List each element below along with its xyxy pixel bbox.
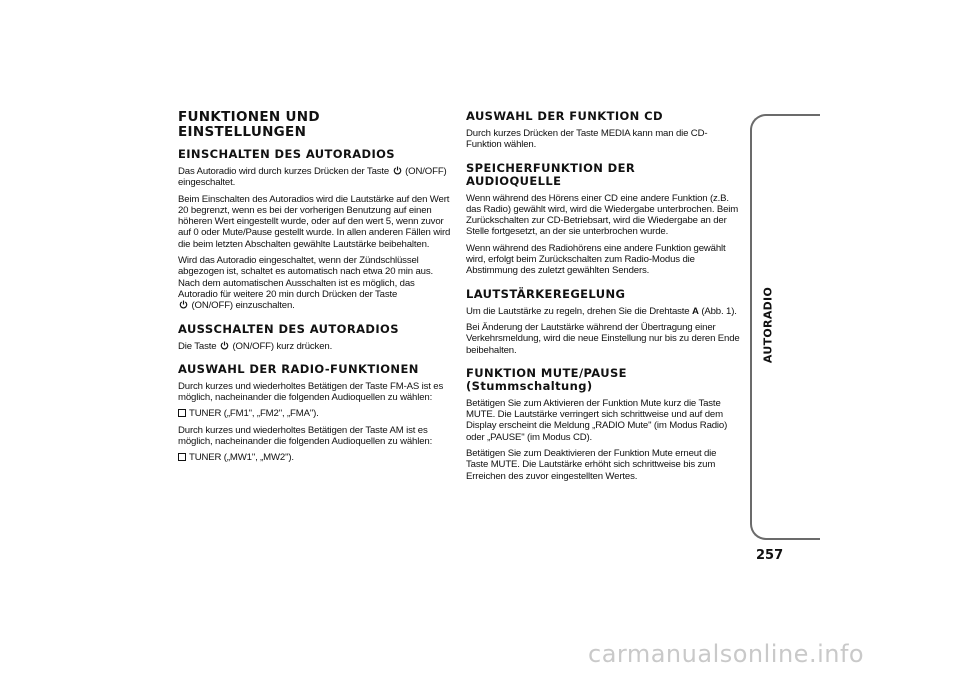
right-column (466, 110, 740, 487)
paragraph-ausschalten (178, 341, 452, 352)
paragraph-lautstaerke-2: Bei Änderung der Lautstärke während der Übertragung einer Verkehrsmeldung, wird die neue Einstellung nur bis zu deren Ende beibehalten. (466, 321, 740, 356)
paragraph-radio-1: Durch kurzes und wiederholtes Betätigen der Taste FM-AS ist es möglich, nacheinander die folgenden Audioquellen zu wählen: (178, 380, 444, 404)
knob-key-label: A (692, 305, 699, 317)
bullet-text-fm: TUNER („FM1", „FM2", „FMA"). (189, 408, 319, 420)
power-icon (393, 166, 402, 175)
paragraph-radio-2: Durch kurzes und wiederholtes Betätigen der Taste AM ist es möglich, nacheinander die folgenden Audioquellen zu wählen: (178, 424, 433, 448)
paragraph-speicher-1: Wenn während des Hörens einer CD eine andere Funktion (z.B. das Radio) gewählt wird, wird die Wiedergabe unterbrochen. Beim Zurückschalten zur CD-Betriebsart, wird die Wiedergabe an der Stelle fortgesetzt, an der sie unterbrochen wurde. (466, 192, 739, 238)
left-column (178, 110, 452, 469)
heading-einschalten: EINSCHALTEN DES AUTORADIOS (178, 147, 395, 161)
checkbox-bullet-icon (178, 453, 186, 461)
bullet-text-mw: TUNER („MW1", „MW2"). (189, 452, 294, 464)
page-number: 257 (756, 548, 784, 563)
paragraph-einschalten-2: Beim Einschalten des Autoradios wird die Lautstärke auf den Wert 20 begrenzt, wenn es bei der vorherigen Benutzung auf einen höheren Wert eingestellt wurde, oder auf den wert 5, wenn zuvor auf 0 oder Mute/Pause gestellt wurde. In allen anderen Fällen wird die beim letzten Abschalten gewählte Lautstärke beibehalten. (178, 193, 451, 250)
paragraph-einschalten-1 (178, 166, 452, 189)
text-ausschalten-a: Die Taste (178, 340, 217, 352)
text-einschalten-3a: Wird das Autoradio eingeschaltet, wenn der Zündschlüssel abgezogen ist, schaltet es automatisch nach etwa 20 min aus. Nach dem automatischen Ausschalten ist es möglich, das Autoradio für weitere 20 min durch Drücken der Taste (178, 255, 433, 300)
heading-radio-funktionen: AUSWAHL DER RADIO-FUNKTIONEN (178, 361, 419, 376)
heading-funktion-cd: AUSWAHL DER FUNKTION CD (466, 109, 663, 123)
text-ausschalten-b: (ON/OFF) kurz drücken. (232, 340, 333, 352)
text-einschalten-1a: Das Autoradio wird durch kurzes Drücken der Taste (178, 166, 390, 177)
checkbox-bullet-icon (178, 409, 186, 417)
heading-ausschalten: AUSSCHALTEN DES AUTORADIOS (178, 321, 399, 336)
heading-mute-pause: FUNKTION MUTE/PAUSE (Stummschaltung) (466, 365, 627, 393)
watermark: carmanualsonline.info (588, 640, 865, 668)
text-lautstaerke-b: (Abb. 1). (701, 305, 737, 317)
paragraph-speicher-2: Wenn während des Radiohörens eine andere Funktion gewählt wird, erfolgt beim Zurückschalten zum Radio-Modus die Abstimmung des zuletzt gewählten Senders. (466, 242, 726, 277)
heading-lautstaerke: LAUTSTÄRKEREGELUNG (466, 286, 626, 301)
text-lautstaerke-a: Um die Lautstärke zu regeln, drehen Sie die Drehtaste (466, 305, 690, 317)
paragraph-lautstaerke-1 (466, 306, 740, 317)
bullet-item (178, 452, 452, 463)
heading-speicherfunktion: SPEICHERFUNKTION DER AUDIOQUELLE (466, 160, 636, 188)
paragraph-einschalten-3 (178, 255, 452, 311)
power-icon (179, 300, 188, 309)
power-icon (220, 341, 229, 350)
paragraph-cd: Durch kurzes Drücken der Taste MEDIA kann man die CD-Funktion wählen. (466, 128, 708, 151)
text-einschalten-3b: (ON/OFF) einzuschalten. (191, 300, 295, 312)
bullet-item (178, 408, 452, 419)
chapter-tab (750, 114, 820, 540)
page-title: FUNKTIONEN UND EINSTELLUNGEN (178, 109, 320, 140)
paragraph-mute-2: Betätigen Sie zum Deaktivieren der Funktion Mute erneut die Taste MUTE. Die Lautstärke erhöht sich schrittweise bis zum Erreichen des zuvor eingestellten Wertes. (466, 448, 717, 482)
chapter-label-text: AUTORADIO (761, 286, 775, 364)
paragraph-mute-1: Betätigen Sie zum Aktivieren der Funktion Mute kurz die Taste MUTE. Die Lautstärke verringert sich schrittweise und auf dem Display erscheint die Meldung „RADIO Mute" (im Modus Radio) oder „PAUSE" (im Modus CD). (466, 397, 728, 443)
text-einschalten-1b: (ON/OFF) eingeschaltet. (178, 166, 447, 189)
